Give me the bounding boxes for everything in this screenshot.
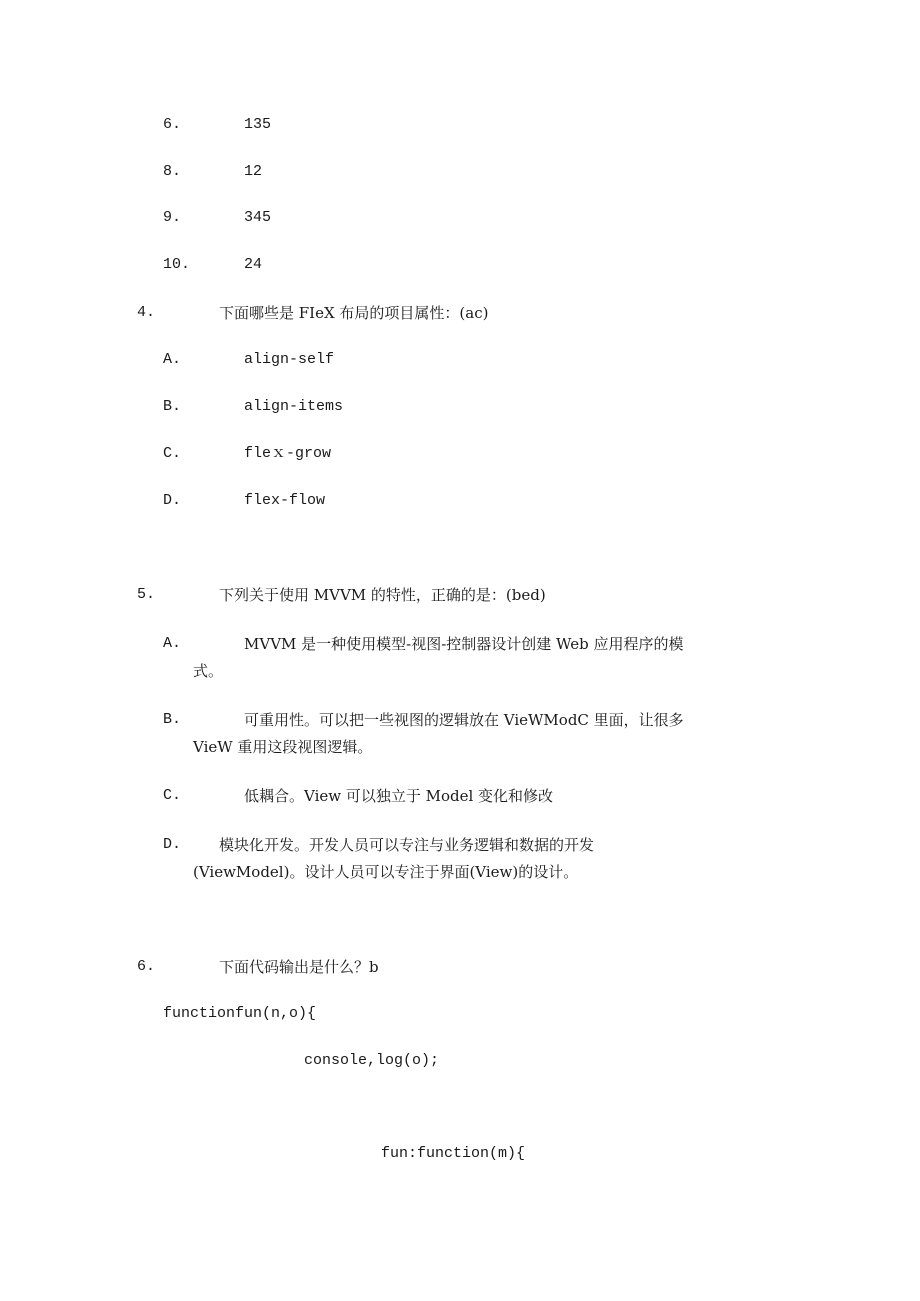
option-label: A. <box>163 351 182 368</box>
option-text: flex-flow <box>244 492 326 509</box>
list-number: 6. <box>163 116 182 133</box>
option-text-continued: 式。 <box>193 662 224 680</box>
option-text: fleｘ-grow <box>244 445 332 462</box>
option-label: C. <box>163 445 182 462</box>
option-text: 低耦合。View 可以独立于 Model 变化和修改 <box>244 787 554 805</box>
option-label: D. <box>163 836 182 853</box>
list-number: 10. <box>163 256 191 273</box>
question-number: 4. <box>137 304 156 321</box>
question-text: 下面哪些是 FIeX 布局的项目属性：(ac) <box>219 304 489 322</box>
option-text: MVVM 是一种使用模型-视图-控制器设计创建 Web 应用程序的模 <box>244 635 684 653</box>
list-value: 12 <box>244 163 263 180</box>
code-line: functionfun(n,o){ <box>163 1005 317 1022</box>
option-label: B. <box>163 398 182 415</box>
option-text-continued: VieW 重用这段视图逻辑。 <box>193 738 373 756</box>
option-text: 可重用性。可以把一些视图的逻辑放在 VieWModC 里面，让很多 <box>244 711 684 729</box>
option-text: align-items <box>244 398 344 415</box>
list-value: 135 <box>244 116 272 133</box>
option-label: B. <box>163 711 182 728</box>
option-text: align-self <box>244 351 335 368</box>
question-text: 下列关于使用 MVVM 的特性，正确的是：(bed) <box>219 586 546 604</box>
code-line: fun:function(m){ <box>381 1145 526 1162</box>
question-text: 下面代码输出是什么？b <box>219 958 379 976</box>
option-text-continued: (ViewModel)。设计人员可以专注于界面(View)的设计。 <box>193 863 579 881</box>
question-number: 5. <box>137 586 156 603</box>
option-label: A. <box>163 635 182 652</box>
code-line: console,log(o); <box>304 1052 440 1069</box>
list-number: 9. <box>163 209 182 226</box>
list-number: 8. <box>163 163 182 180</box>
option-label: C. <box>163 787 182 804</box>
list-value: 345 <box>244 209 272 226</box>
question-number: 6. <box>137 958 156 975</box>
option-label: D. <box>163 492 182 509</box>
list-value: 24 <box>244 256 263 273</box>
option-text: 模块化开发。开发人员可以专注与业务逻辑和数据的开发 <box>219 836 595 854</box>
